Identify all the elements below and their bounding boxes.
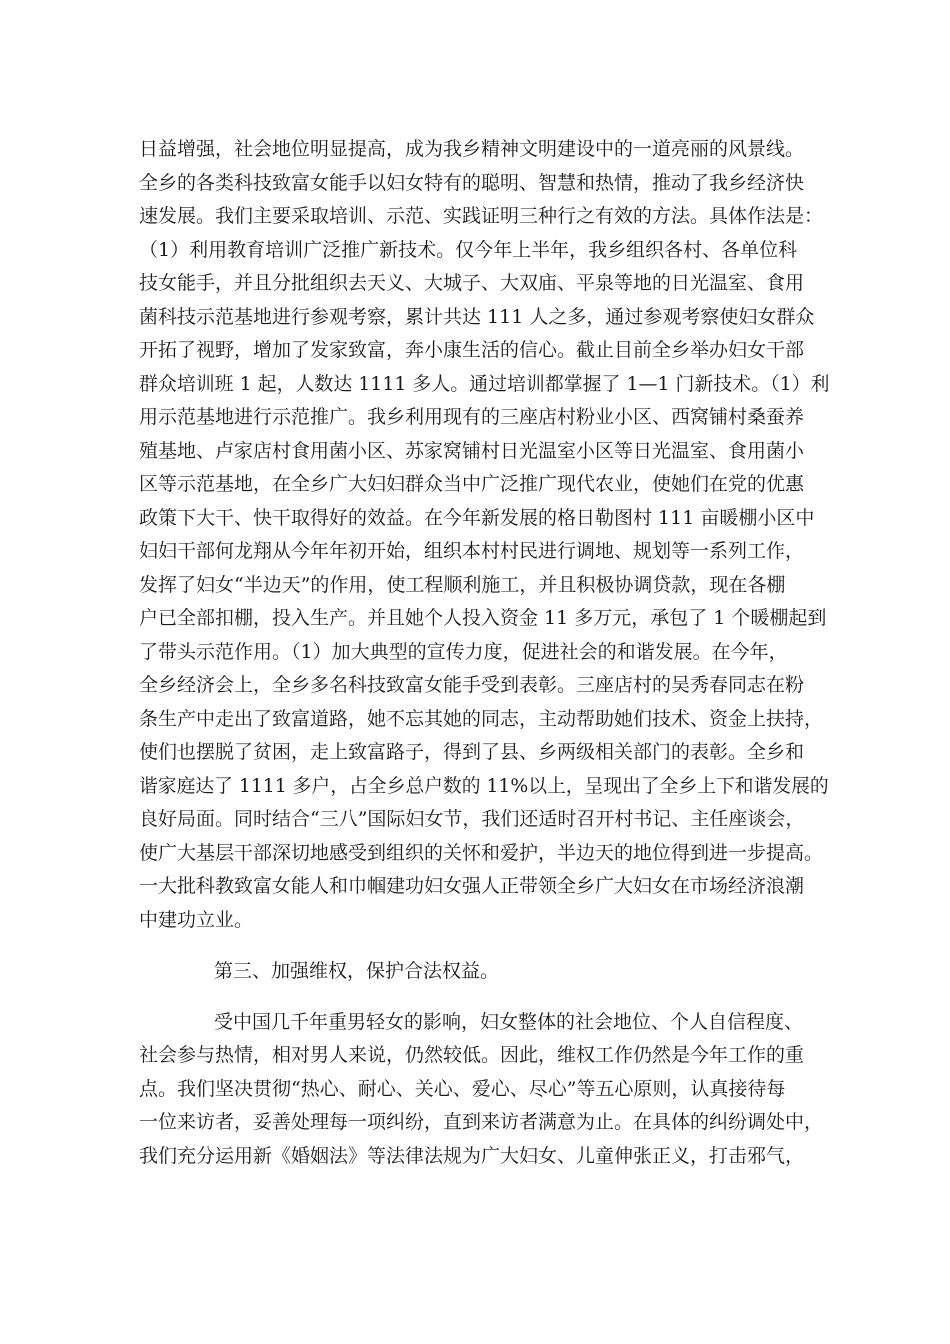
text-line: 区等示范基地，在全乡广大妇妇群众当中广泛推广现代农业，使她们在党的优惠 [139,473,805,495]
text-line: 政策下大干、快干取得好的效益。在今年新发展的格日勒图村 111 亩暖棚小区中 [139,507,815,529]
text-line: 中建功立业。 [139,909,254,931]
text-line: 社会参与热情，相对男人来说，仍然较低。因此，维权工作仍然是今年工作的重 [139,1044,805,1066]
text-line: 速发展。我们主要采取培训、示范、实践证明三种行之有效的方法。具体作法是： [139,205,824,227]
text-line: 条生产中走出了致富道路，她不忘其她的同志，主动帮助她们技术、资金上扶持， [139,708,824,730]
text-line: 谐家庭达了 1111 多户，占全乡总户数的 11%以上，呈现出了全乡上下和谐发展的 [139,775,829,797]
text-line: 点。我们坚决贯彻“热心、耐心、关心、爱心、尽心”等五心原则，认真接待每 [139,1078,786,1100]
text-line: 使广大基层干部深切地感受到组织的关怀和爱护，半边天的地位得到进一步提高。 [139,842,824,864]
text-line: 开拓了视野，增加了发家致富，奔小康生活的信心。截止目前全乡举办妇女干部 [139,339,805,361]
text-line: 群众培训班 1 起，人数达 1111 多人。通过培训都掌握了 1—1 门新技术。（1）利 [139,373,830,395]
text-line: 用示范基地进行示范推广。我乡利用现有的三座店村粉业小区、西窝铺村桑蚕养 [139,406,805,428]
text-line: 发挥了妇女“半边天”的作用，使工程顺利施工，并且积极协调贷款，现在各棚 [139,574,786,596]
section-heading: 第三、加强维权，保护合法权益。 [214,960,500,982]
text-line: 全乡的各类科技致富女能手以妇女特有的聪明、智慧和热情，推动了我乡经济快 [139,172,805,194]
text-line: 技女能手，并且分批组织去天义、大城子、大双庙、平泉等地的日光温室、食用 [139,272,805,294]
text-line: 受中国几千年重男轻女的影响，妇女整体的社会地位、个人自信程度、 [214,1011,804,1033]
text-line: 了带头示范作用。（1）加大典型的宣传力度，促进社会的和谐发展。在今年， [139,641,788,663]
text-line: 户已全部扣棚，投入生产。并且她个人投入资金 11 多万元，承包了 1 个暖棚起到 [139,607,827,629]
text-line: 菌科技示范基地进行参观考察，累计共达 111 人之多，通过参观考察使妇女群众 [139,306,815,328]
text-line: 全乡经济会上，全乡多名科技致富女能手受到表彰。三座店村的吴秀春同志在粉 [139,674,805,696]
text-line: 殖基地、卢家店村食用菌小区、苏家窝铺村日光温室小区等日光温室、食用菌小 [139,440,805,462]
text-line: 日益增强，社会地位明显提高，成为我乡精神文明建设中的一道亮丽的风景线。 [139,138,805,160]
text-line: （1）利用教育培训广泛推广新技术。仅今年上半年，我乡组织各村、各单位科 [139,239,798,261]
text-line: 一大批科教致富女能人和巾帼建功妇女强人正带领全乡广大妇女在市场经济浪潮 [139,875,805,897]
text-line: 一位来访者，妥善处理每一项纠纷，直到来访者满意为止。在具体的纠纷调处中， [139,1111,824,1133]
text-line: 妇妇干部何龙翔从今年年初开始，组织本村村民进行调地、规划等一系列工作， [139,540,805,562]
text-line: 使们也摆脱了贫困，走上致富路子，得到了县、乡两级相关部门的表彰。全乡和 [139,741,805,763]
text-line: 良好局面。同时结合“三八”国际妇女节，我们还适时召开村书记、主任座谈会， [139,808,805,830]
text-line: 我们充分运用新《婚姻法》等法律法规为广大妇女、儿童伸张正义，打击邪气， [139,1145,805,1167]
